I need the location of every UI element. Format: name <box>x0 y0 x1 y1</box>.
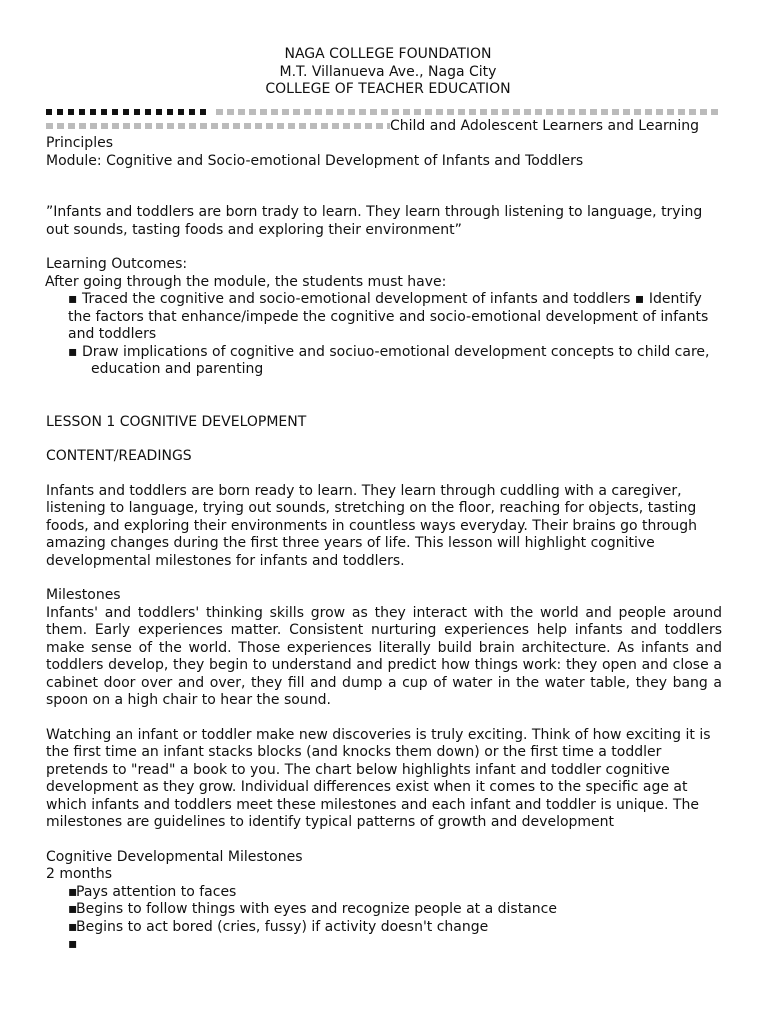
lesson-paragraph: Infants and toddlers are born ready to learn. They learn through cuddling with a caregiver, listening to language, trying out sounds, stretching on the floor, reaching for objects, tasting foods, and exploring their environments in countless ways everyday. Their brains go through amazing changes during the first three years of life. This lesson will highlight cognitive developmental milestones for infants and toddlers. <box>46 482 698 569</box>
list-item <box>46 936 722 954</box>
milestone-list <box>46 884 722 954</box>
bullet-icon: ▪ <box>634 291 645 307</box>
discoveries-paragraph: Watching an infant or toddler make new discoveries is truly exciting. Think of how exciting it is the first time an infant stacks blocks (and knocks them down) or the first time a toddler pretends to "read" a book to you. The chart below highlights infant and toddler cognitive development as they grow. Individual differences exist when it comes to the specific age at which infants and toddlers meet these milestones and each infant and toddler is unique. The milestones are guidelines to identify typical patterns of growth and development <box>46 726 711 830</box>
bullet-icon: ▪ <box>68 883 78 900</box>
list-item: ▪ Begins to follow things with eyes and recognize people at a distance <box>68 901 557 917</box>
document-page <box>46 46 722 954</box>
bullet-icon: ▪ <box>68 343 78 360</box>
outcome-item: ▪ Draw implications of cognitive and sociuo-emotional development concepts to child care, <box>68 343 710 360</box>
learning-outcomes-heading: Learning Outcomes: <box>46 256 188 272</box>
course-title-continuation: Principles <box>46 135 113 151</box>
milestones-paragraph: Infants' and toddlers' thinking skills grow as they interact with the world and people around them. Early experiences matter. Consistent nurturing experiences help infants and toddlers make sense of the world. Those experiences literally build brain architecture. As infants and toddlers develop, they begin to understand and predict how things work: they open and close a cabinet door over and over, they fill and dump a cup of water in the water table, they bang a spoon on a high chair to hear the sound. <box>46 604 722 708</box>
course-title: Child and Adolescent Learners and Learning <box>390 117 700 134</box>
header-divider <box>46 108 722 116</box>
bullet-icon: ▪ <box>68 291 78 307</box>
divider-solid-segment <box>46 109 211 115</box>
department-name: COLLEGE OF TEACHER EDUCATION <box>265 81 511 97</box>
intro-quote: ”Infants and toddlers are born trady to learn. They learn through listening to language, trying out sounds, tasting foods and exploring their environment” <box>46 204 703 238</box>
list-item: ▪ Begins to act bored (cries, fussy) if activity doesn't change <box>68 918 489 935</box>
college-address: M.T. Villanueva Ave., Naga City <box>279 63 497 80</box>
bullet-icon: ▪ <box>68 901 78 917</box>
course-title-line <box>46 118 722 136</box>
milestones-heading: Milestones <box>46 587 121 603</box>
outcome-item: ▪ Traced the cognitive and socio-emotional development of infants and toddlers ▪ Identify the factors that enhance/impede the cognitive and socio-emotional development of infants and toddlers <box>68 291 709 342</box>
divider-hollow-segment <box>216 109 722 115</box>
bullet-icon: ▪ <box>68 918 78 935</box>
list-item: ▪ Pays attention to faces <box>68 883 237 900</box>
age-label: 2 months <box>46 866 113 882</box>
learning-outcomes-list <box>46 291 722 379</box>
divider-hollow-continuation <box>46 123 390 129</box>
milestones-table-heading: Cognitive Developmental Milestones <box>46 848 303 865</box>
learning-outcomes-intro: After going through the module, the students must have: <box>45 273 447 290</box>
module-title: Module: Cognitive and Socio-emotional Development of Infants and Toddlers <box>46 152 584 169</box>
institution-header <box>54 46 722 99</box>
college-name: NAGA COLLEGE FOUNDATION <box>284 46 492 62</box>
lesson-title: LESSON 1 COGNITIVE DEVELOPMENT <box>46 413 307 430</box>
outcome-item-continuation: education and parenting <box>91 361 264 377</box>
bullet-icon: ▪ <box>68 936 78 952</box>
content-readings-heading: CONTENT/READINGS <box>46 448 192 464</box>
